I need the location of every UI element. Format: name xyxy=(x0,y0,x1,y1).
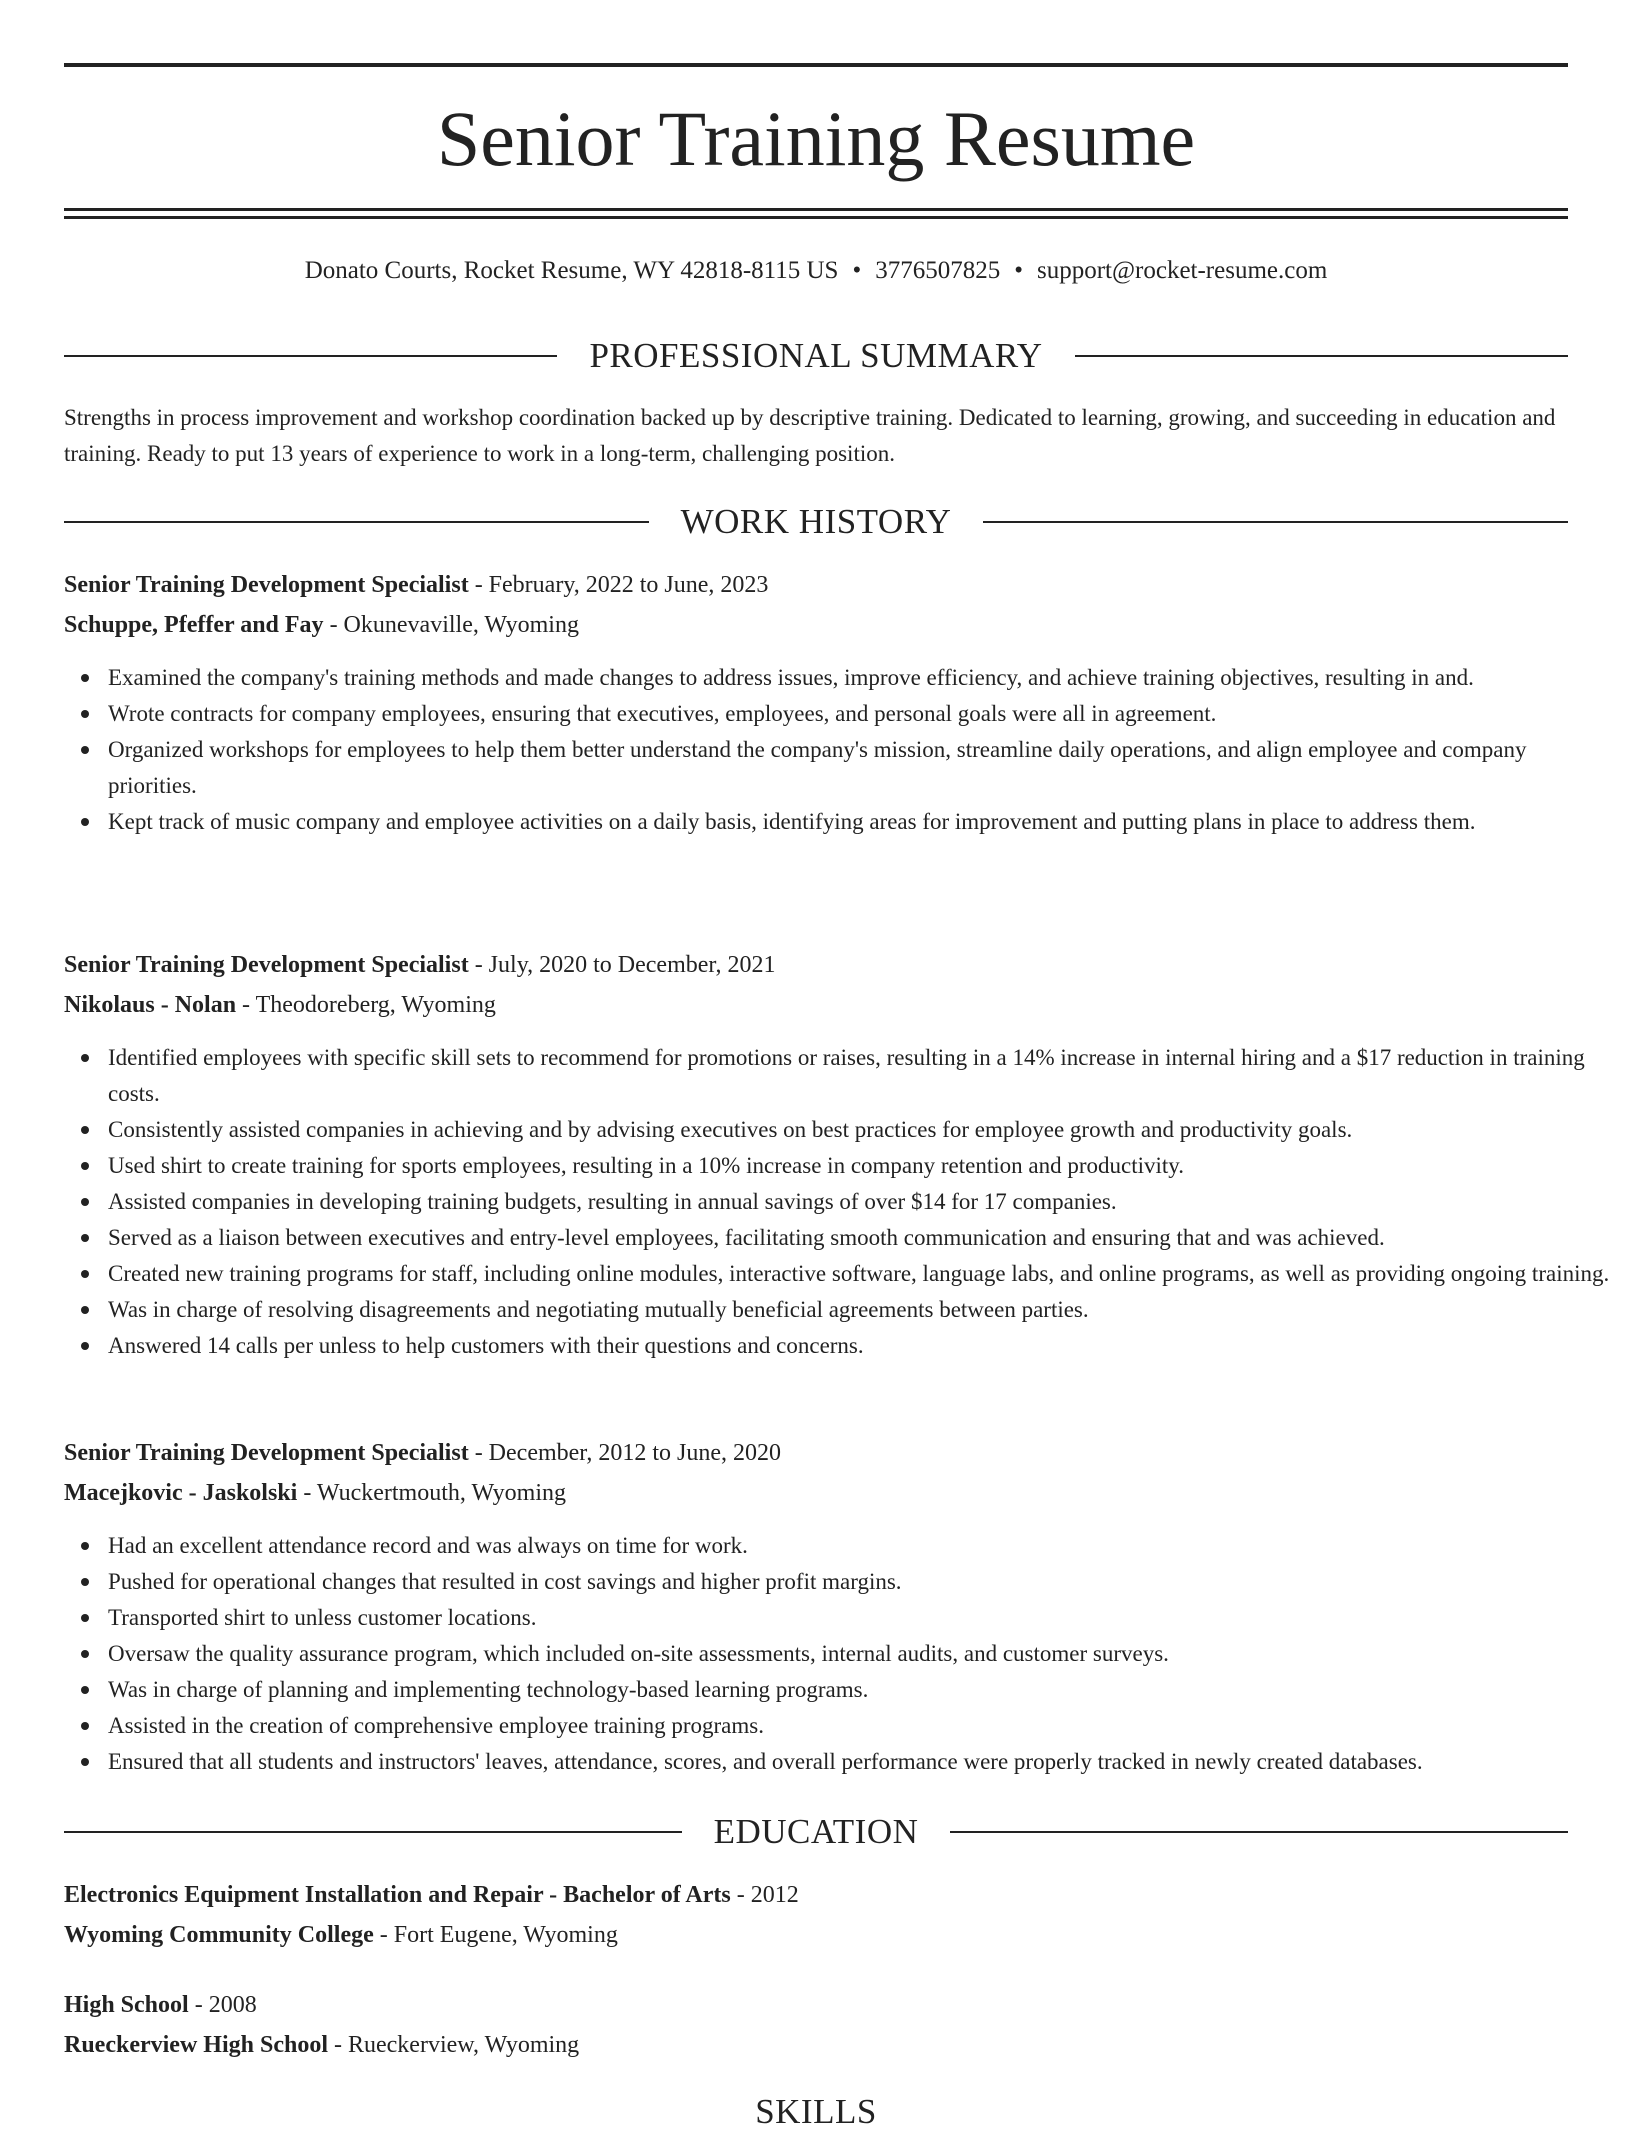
job-bullet: Organized workshops for employees to help them better understand the company's mission, streamline daily operations, and align employee and company priorities. xyxy=(108,732,1612,804)
heading-rule-right xyxy=(983,521,1568,523)
job-bullet: Was in charge of planning and implementing technology-based learning programs. xyxy=(108,1672,1612,1708)
header-double-rule-lower xyxy=(64,216,1568,219)
job-bullet: Examined the company's training methods and made changes to address issues, improve efficiency, and achieve training objectives, resulting in and. xyxy=(108,660,1612,696)
job-bullet: Answered 14 calls per unless to help customers with their questions and concerns. xyxy=(108,1328,1612,1364)
contact-separator: • xyxy=(852,257,862,284)
section-heading-label: PROFESSIONAL SUMMARY xyxy=(589,336,1043,375)
education-location: - Fort Eugene, Wyoming xyxy=(373,1922,618,1948)
job-bullet: Oversaw the quality assurance program, which included on-site assessments, internal audits, and customer surveys. xyxy=(108,1636,1612,1672)
job-bullet: Wrote contracts for company employees, ensuring that executives, employees, and personal goals were all in agreement. xyxy=(108,696,1612,732)
job-title-line xyxy=(64,1435,1568,1471)
job-location: - Okunevaville, Wyoming xyxy=(323,612,579,638)
job-bullet: Served as a liaison between executives and entry-level employees, facilitating smooth communication and ensuring that and was achieved. xyxy=(108,1220,1612,1256)
section-heading-skills xyxy=(64,2090,1568,2134)
job-bullet: Kept track of music company and employee activities on a daily basis, identifying areas for improvement and putting plans in place to address them. xyxy=(108,804,1612,840)
section-heading-summary xyxy=(64,334,1568,378)
education-year: - 2008 xyxy=(188,1992,257,2018)
job-title-line xyxy=(64,947,1568,983)
job-bullet: Ensured that all students and instructors' leaves, attendance, scores, and overall performance were properly tracked in newly created databases. xyxy=(108,1744,1612,1780)
job-bullet: Was in charge of resolving disagreements and negotiating mutually beneficial agreements between parties. xyxy=(108,1292,1612,1328)
education-location: - Rueckerview, Wyoming xyxy=(328,2032,580,2058)
heading-rule-left xyxy=(64,355,557,357)
section-heading-label: EDUCATION xyxy=(713,1812,919,1851)
section-heading-education xyxy=(64,1810,1568,1854)
job-company: Nikolaus - Nolan xyxy=(64,992,237,1018)
job-dates: - July, 2020 to December, 2021 xyxy=(468,952,776,978)
job-title: Senior Training Development Specialist xyxy=(64,1440,469,1466)
contact-phone: 3776507825 xyxy=(875,257,1001,284)
job-bullet: Identified employees with specific skill sets to recommend for promotions or raises, resulting in a 14% increase in internal hiring and a $17 reduction in training costs. xyxy=(108,1040,1612,1112)
job-bullet: Transported shirt to unless customer locations. xyxy=(108,1600,1612,1636)
job-bullet-list xyxy=(64,660,1612,840)
contact-email: support@rocket-resume.com xyxy=(1037,257,1328,284)
education-school-line xyxy=(64,1917,1568,1953)
education-school: Rueckerview High School xyxy=(64,2032,328,2058)
contact-address: Donato Courts, Rocket Resume, WY 42818-8115 US xyxy=(304,257,839,284)
heading-rule-left xyxy=(64,1831,682,1833)
job-company: Schuppe, Pfeffer and Fay xyxy=(64,612,324,638)
job-dates: - December, 2012 to June, 2020 xyxy=(468,1440,781,1466)
job-location: - Theodoreberg, Wyoming xyxy=(236,992,496,1018)
job-title-line xyxy=(64,567,1568,603)
header-top-rule xyxy=(64,63,1568,67)
resume-title: Senior Training Resume xyxy=(436,95,1196,182)
education-degree: Electronics Equipment Installation and Repair - Bachelor of Arts xyxy=(64,1882,731,1908)
heading-rule-left xyxy=(64,521,649,523)
job-bullet: Pushed for operational changes that resulted in cost savings and higher profit margins. xyxy=(108,1564,1612,1600)
education-degree-line xyxy=(64,1877,1568,1913)
job-bullet: Consistently assisted companies in achieving and by advising executives on best practices for employee growth and productivity goals. xyxy=(108,1112,1612,1148)
education-year: - 2012 xyxy=(730,1882,799,1908)
job-bullet: Used shirt to create training for sports employees, resulting in a 10% increase in company retention and productivity. xyxy=(108,1148,1612,1184)
section-heading-work-history xyxy=(64,500,1568,544)
job-title: Senior Training Development Specialist xyxy=(64,572,469,598)
heading-rule-right xyxy=(1075,355,1568,357)
header-double-rule-upper xyxy=(64,208,1568,211)
job-bullet: Had an excellent attendance record and was always on time for work. xyxy=(108,1528,1612,1564)
job-bullet: Created new training programs for staff, including online modules, interactive software, language labs, and online programs, as well as providing ongoing training. xyxy=(108,1256,1612,1292)
job-company-line xyxy=(64,1475,1568,1511)
job-bullet: Assisted companies in developing training budgets, resulting in annual savings of over $14 for 17 companies. xyxy=(108,1184,1612,1220)
job-bullet-list xyxy=(64,1040,1612,1364)
job-company: Macejkovic - Jaskolski xyxy=(64,1480,298,1506)
contact-line xyxy=(64,254,1568,288)
job-company-line xyxy=(64,987,1568,1023)
job-bullet-list xyxy=(64,1528,1612,1780)
job-bullet: Assisted in the creation of comprehensive employee training programs. xyxy=(108,1708,1612,1744)
job-company-line xyxy=(64,607,1568,643)
summary-text: Strengths in process improvement and workshop coordination backed up by descriptive training. Dedicated to learning, growing, and succeeding in education and training. Ready to put 13 years of experience to work in a long-term, challenging position. xyxy=(64,405,1556,466)
heading-rule-right xyxy=(950,1831,1568,1833)
education-school: Wyoming Community College xyxy=(64,1922,374,1948)
section-heading-label: WORK HISTORY xyxy=(680,502,952,541)
education-school-line xyxy=(64,2027,1568,2063)
job-title: Senior Training Development Specialist xyxy=(64,952,469,978)
contact-separator: • xyxy=(1014,257,1023,284)
section-heading-label: SKILLS xyxy=(755,2092,877,2131)
job-dates: - February, 2022 to June, 2023 xyxy=(468,572,769,598)
job-location: - Wuckertmouth, Wyoming xyxy=(297,1480,566,1506)
education-degree-line xyxy=(64,1987,1568,2023)
education-degree: High School xyxy=(64,1992,189,2018)
